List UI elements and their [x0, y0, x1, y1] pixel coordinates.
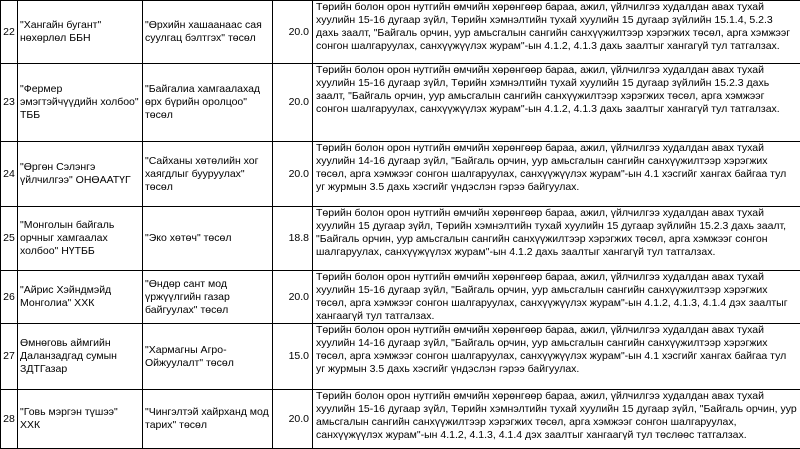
score-value: 15.0 [273, 324, 313, 390]
score-value: 18.8 [273, 207, 313, 271]
organization-name: "Говь мэргэн түшээ" ХХК [18, 390, 143, 449]
score-value: 20.0 [273, 64, 313, 142]
organization-name: Өмнөговь аймгийн Даланзадгад сумын ЗДТГазар [18, 324, 143, 390]
row-number: 27 [1, 324, 18, 390]
decision-reason: Төрийн болон орон нутгийн өмчийн хөрөнгөөр бараа, ажил, үйлчилгээ худалдан авах тухай хуулийн 15 дугаар зүйл, Төрийн хэмнэлтийн тухай хуулийн 15 дугаар зүйлийн 15.2.3 дахь заалт, "Байгаль орчин, уур амьсгалын сангийн санхүүжилтээр хэрэгжих төсөл, арга хэмжээг сонгон шалгаруулах, санхүүжүүлэх журам"-ын 4.1.2 дахь заалтыг хангагүй тул татгалзах. [313, 207, 800, 271]
table-row [1, 390, 800, 449]
row-number: 22 [1, 1, 18, 64]
decision-reason: Төрийн болон орон нутгийн өмчийн хөрөнгөөр бараа, ажил, үйлчилгээ худалдан авах тухай хуулийн 15-16 дугаар зүйл, "Байгаль орчин, уур амьсгалын сангийн санхүүжилтээр хэрэгжих төсөл, арга хэмжээг сонгон шалгаруулах, санхүүжүүлэх журам"-ын 4.1.2, 4.1.3, 4.1.4 дэх заалтыг хангаагүй тул татгалзах. [313, 271, 800, 324]
organization-name: "Хангайн бугант" нөхөрлөл ББН [18, 1, 143, 64]
project-name: "Өрхийн хашаанаас сая суулгац бэлтгэх" төсөл [143, 1, 273, 64]
table-row [1, 64, 800, 142]
organization-name: "Фермер эмэгтэйчүүдийн холбоо" ТББ [18, 64, 143, 142]
table-row [1, 142, 800, 207]
row-number: 28 [1, 390, 18, 449]
row-number: 24 [1, 142, 18, 207]
project-name: "Эко хөтөч" төсөл [143, 207, 273, 271]
score-value: 20.0 [273, 390, 313, 449]
project-name: "Чингэлтэй хайрханд мод тарих" төсөл [143, 390, 273, 449]
row-number: 25 [1, 207, 18, 271]
table-row [1, 271, 800, 324]
row-number: 23 [1, 64, 18, 142]
project-name: "Өндөр сант мод үржүүлгийн газар байгуулах" төсөл [143, 271, 273, 324]
score-value: 20.0 [273, 271, 313, 324]
decision-reason: Төрийн болон орон нутгийн өмчийн хөрөнгөөр бараа, ажил, үйлчилгээ худалдан авах тухай хуулийн 15-16 дугаар зүйл, Төрийн хэмнэлтийн тухай хуулийн 15 дугаар зүйлийн 15.1.4, 5.2.3 дахь заалт, "Байгаль орчин, уур амьсгалын сангийн санхүүжилтээр хэрэгжих төсөл, арга хэмжээг сонгон шалгаруулах, санхүүжүүлэх журам"-ын 4.1.2, 4.1.3 дахь заалтыг хангагүй тул татгалзах. [313, 1, 800, 64]
decision-reason: Төрийн болон орон нутгийн өмчийн хөрөнгөөр бараа, ажил, үйлчилгээ худалдан авах тухай хуулийн 14-16 дугаар зүйл, "Байгаль орчин, уур амьсгалын сангийн санхүүжилтээр хэрэгжих төсөл, арга хэмжээг сонгон шалгаруулах, санхүүжүүлэх журам"-ын 4.1 хэсгийг хангах байгаа тул уг журмын 3.5 дахь хэсгийг үндэслэн гэрээ байгуулах. [313, 142, 800, 207]
decision-reason: Төрийн болон орон нутгийн өмчийн хөрөнгөөр бараа, ажил, үйлчилгээ худалдан авах тухай хуулийн 15-16 дугаар зүйл, Төрийн хэмнэлтийн тухай хуулийн 15 дугаар зүйлийн 15.2.3 дахь заалт, "Байгаль орчин, уур амьсгалын сангийн санхүүжилтээр хэрэгжих төсөл, арга хэмжээг сонгон шалгаруулах, санхүүжүүлэх журам"-ын 4.1.2, 4.1.3 дахь заалтыг хангагүй тул татгалзах. [313, 64, 800, 142]
score-value: 20.0 [273, 142, 313, 207]
organization-name: "Монголын байгаль орчныг хамгаалах холбоо" НҮТББ [18, 207, 143, 271]
decision-reason: Төрийн болон орон нутгийн өмчийн хөрөнгөөр бараа, ажил, үйлчилгээ худалдан авах тухай хуулийн 15-16 дугаар зүйл, Төрийн хэмнэлтийн тухай хуулийн 15 дугаар зүйл, "Байгаль орчин, уур амьсгалын сангийн санхүүжилтээр хэрэгжих төсөл, арга хэмжээг сонгон шалгаруулах, санхүүжүүлэх журам"-ын 4.1.2, 4.1.3, 4.1.4 дэх заалтыг хангаагүй тул төслөөс татгалзах. [313, 390, 800, 449]
decision-reason: Төрийн болон орон нутгийн өмчийн хөрөнгөөр бараа, ажил, үйлчилгээ худалдан авах тухай хуулийн 14-16 дугаар зүйл, "Байгаль орчин, уур амьсгалын сангийн санхүүжилтээр хэрэгжих төсөл, арга хэмжээг сонгон шалгаруулах, санхүүжүүлэх журам"-ын 4.1 хэсгийг хангах байгаа тул уг журмын 3.5 дахь хэсгийг үндэслэн гэрээ байгуулах. [313, 324, 800, 390]
organization-name: "Айрис Хэйндмэйд Монголиа" ХХК [18, 271, 143, 324]
row-number: 26 [1, 271, 18, 324]
project-name: "Сайханы хөтөлийн хог хаягдлыг бууруулах" төсөл [143, 142, 273, 207]
organization-name: "Өргөн Сэлэнгэ үйлчилгээ" ОНӨААТҮГ [18, 142, 143, 207]
table-row [1, 324, 800, 390]
table-row [1, 207, 800, 271]
table-row [1, 1, 800, 64]
project-name: "Байгалиа хамгаалахад өрх бүрийн оролцоо" төсөл [143, 64, 273, 142]
score-value: 20.0 [273, 1, 313, 64]
project-name: "Хармагны Агро-Ойжуулалт" төсөл [143, 324, 273, 390]
